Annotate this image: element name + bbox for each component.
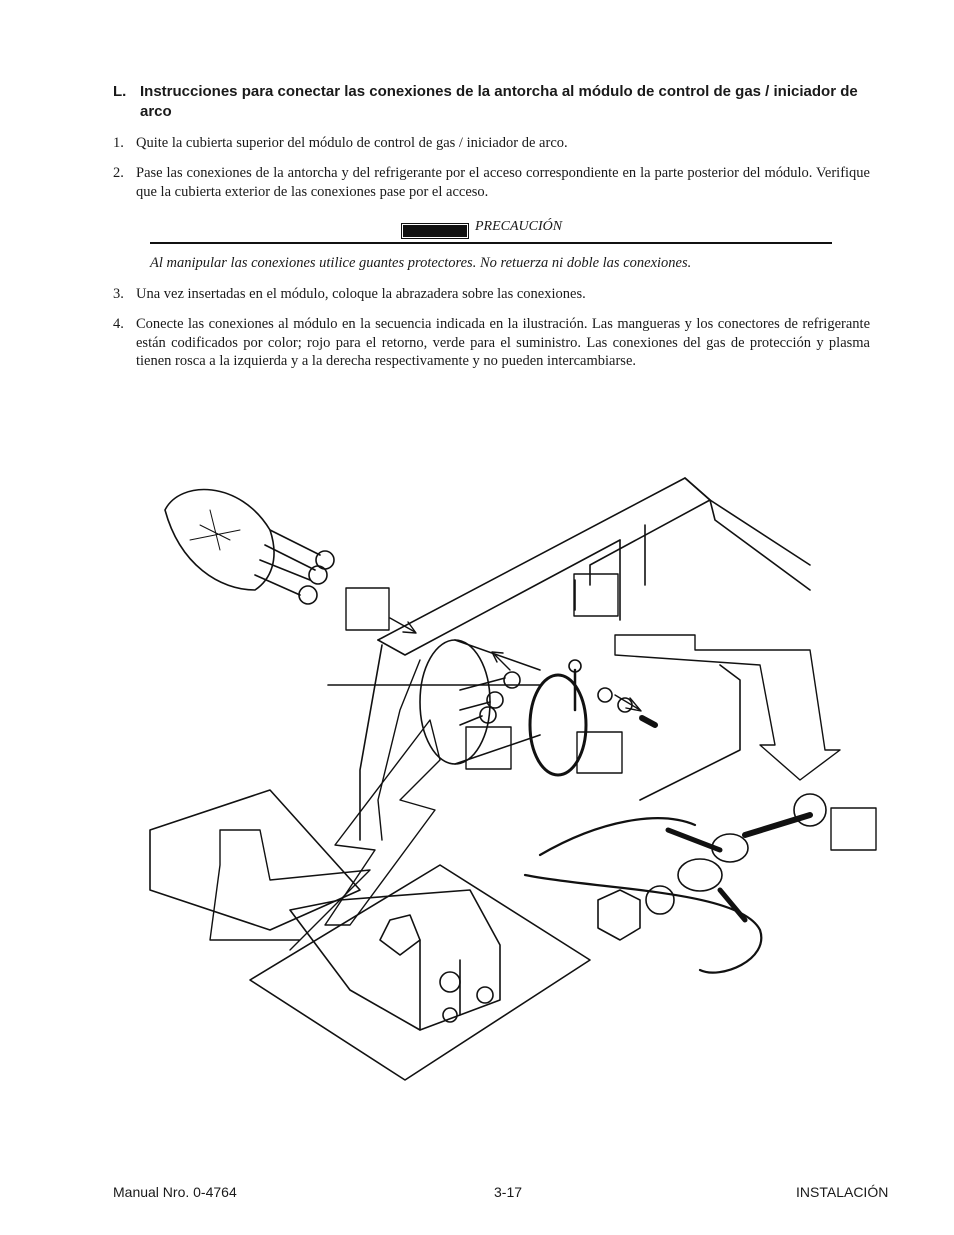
footer-section: INSTALACIÓN	[796, 1184, 889, 1200]
lower-module	[150, 790, 590, 1080]
step-4	[113, 315, 870, 371]
step-3	[113, 285, 870, 304]
module-enclosure	[360, 478, 810, 840]
step-number: 2.	[113, 165, 124, 181]
step-text: Una vez insertadas en el módulo, coloque la abrazadera sobre las conexiones.	[136, 286, 586, 302]
footer-page-number: 3-17	[494, 1184, 523, 1200]
step-text: Pase las conexiones de la antorcha y del refrigerante por el acceso correspondiente en la parte posterior del módulo. Verifique que la cubierta exterior de las conexiones pase por el acceso.	[136, 165, 870, 200]
caution-symbol	[403, 225, 467, 237]
caution-text: Al manipular las conexiones utilice guantes protectores. No retuerza ni doble las conexiones.	[150, 255, 692, 271]
step-number: 3.	[113, 286, 124, 302]
section-letter: L.	[113, 83, 127, 100]
ground-cable	[525, 794, 826, 973]
callout-box	[574, 574, 618, 616]
section-title: Instrucciones para conectar las conexiones de la antorcha al módulo de control de gas / iniciador de arco	[140, 83, 858, 120]
step-2	[113, 164, 870, 201]
rear-port	[420, 640, 586, 775]
section-heading	[113, 82, 873, 122]
clamp-screw	[569, 660, 655, 725]
callout-box	[831, 808, 876, 850]
step-text: Quite la cubierta superior del módulo de control de gas / iniciador de arco.	[136, 135, 568, 151]
step-number: 1.	[113, 135, 124, 151]
direction-arrows	[390, 618, 840, 780]
footer-manual: Manual Nro. 0-4764	[113, 1184, 237, 1200]
connection-diagram	[120, 470, 890, 1095]
step-number: 4.	[113, 316, 124, 332]
step-text: Conecte las conexiones al módulo en la secuencia indicada en la ilustración. Las mangueras y los conectores de refrigerante están codificados por color; rojo para el retorno, verde para el suministro. Las conexiones del gas de protección y plasma tienen rosca a la izquierda y a la derecha respectivamente y no pueden intercambiarse.	[136, 316, 870, 369]
callout-box	[346, 588, 389, 630]
caution-label: PRECAUCIÓN	[475, 219, 563, 234]
step-1	[113, 134, 870, 153]
torch-lead-bundle	[165, 490, 334, 604]
caution-divider	[150, 242, 832, 244]
